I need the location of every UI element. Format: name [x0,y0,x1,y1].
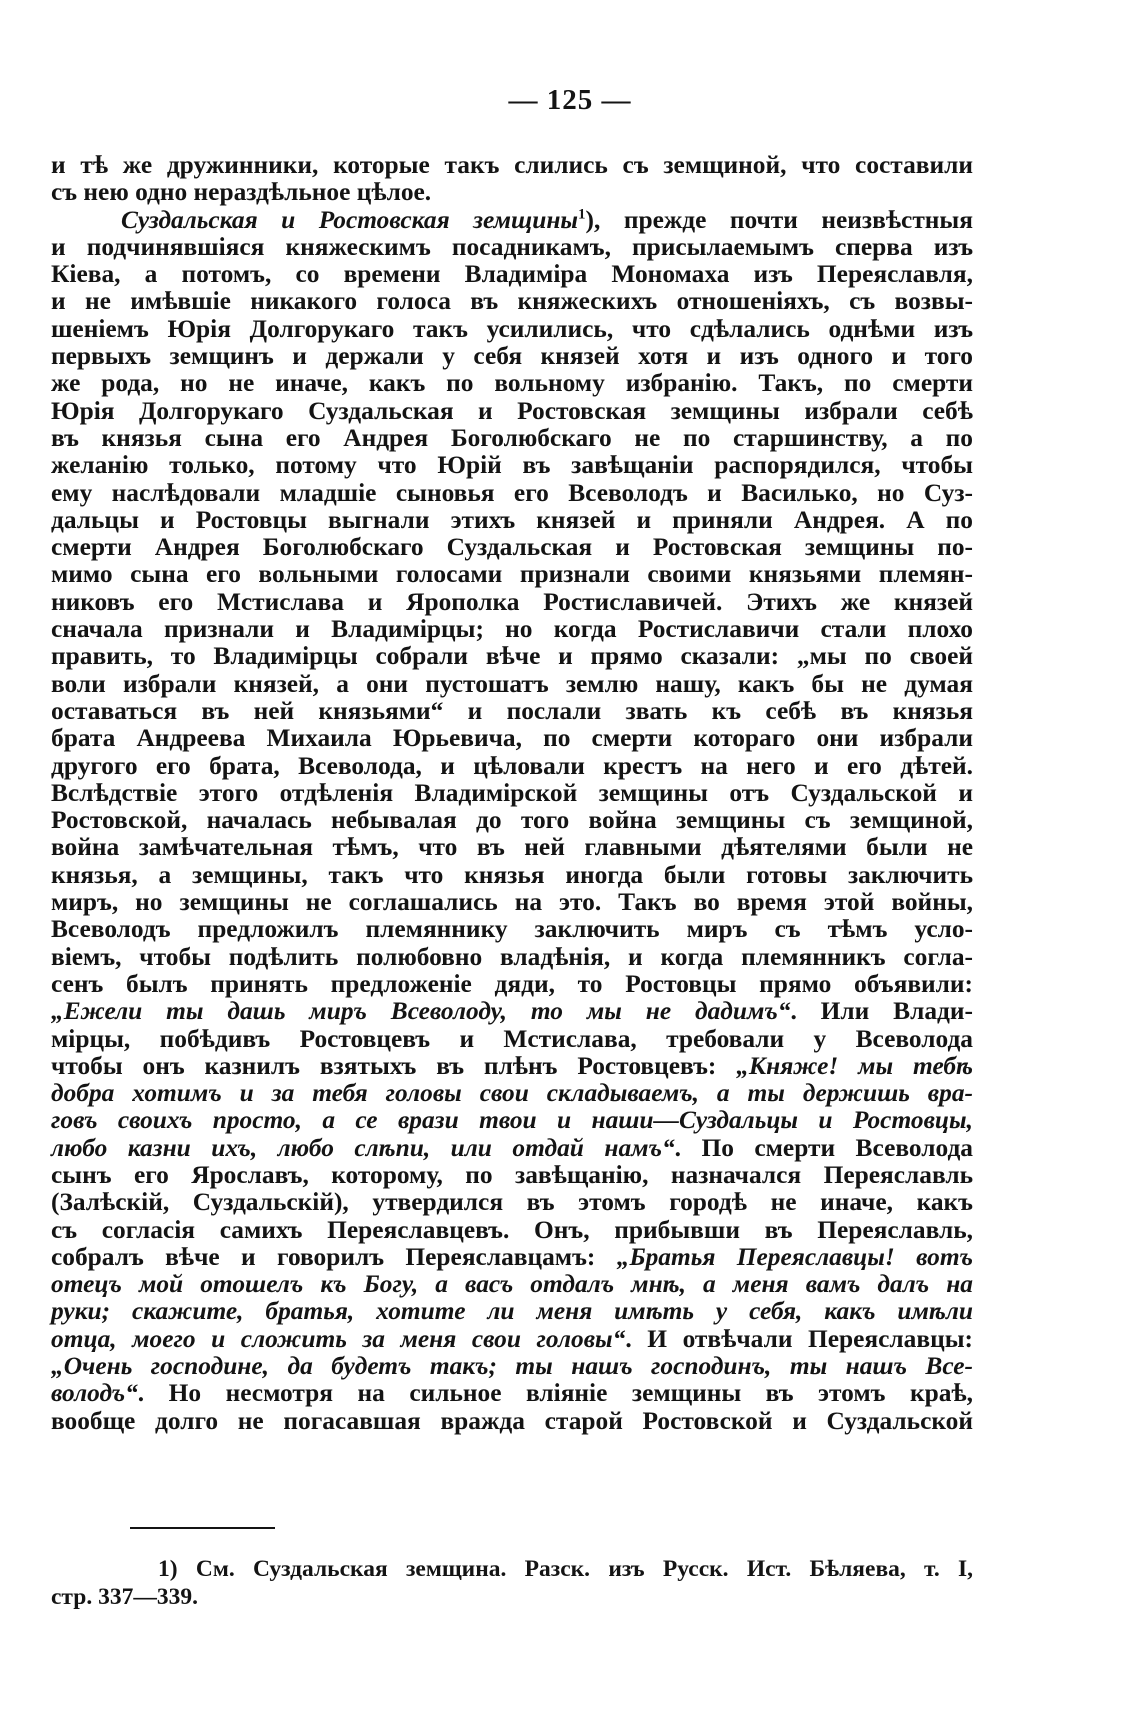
text-run: и не имѣвшіе никакого голоса въ княжескихъ отношеніяхъ, съ возвы- [51,287,973,316]
text-run: война замѣчательная тѣмъ, что въ ней главными дѣятелями были не [51,833,973,862]
italic-text: отецъ мой отошелъ къ Богу, а васъ отдалъ мнѣ, а меня вамъ далъ на [51,1270,973,1299]
italic-text: Суздальская и Ростовская земщины [121,205,579,234]
italic-text: володъ“ [51,1379,138,1408]
text-run: Кіева, а потомъ, со времени Владиміра Мономаха изъ Переяславля, [51,260,973,289]
text-run: смерти Андрея Боголюбскаго Суздальская и Ростовская земщины по- [51,533,973,562]
text-line [51,425,973,452]
text-run: оставаться въ ней князьями“ и послали звать къ себѣ въ князья [51,696,973,725]
italic-text: „Княже! мы тебѣ [736,1051,973,1080]
text-line [51,1189,973,1216]
text-line [51,889,973,916]
footnotes [51,1556,973,1611]
text-run: . По смерти Всеволода [674,1133,973,1162]
text-run: брата Андреева Михаила Юрьевича, по смерти котораго они избрали [51,724,973,753]
text-line [51,534,973,561]
text-line [51,589,973,616]
footnote-line: стр. 337—339. [51,1583,198,1610]
text-line [51,944,973,971]
text-line [51,288,973,315]
italic-text: „Братья Переяславцы! вотъ [616,1242,974,1271]
text-run: шеніемъ Юрія Долгорукаго такъ усилились, что сдѣлались однѣми изъ [51,314,973,343]
text-line [51,1080,973,1107]
text-run: и подчинявшіяся княжескимъ посадникамъ, присылаемымъ сперва изъ [51,232,973,261]
text-line [51,671,973,698]
footnote-marker: 1 [578,206,586,223]
text-run: и тѣ же дружинники, которые такъ слились съ земщиной, что составили [51,151,973,179]
footnote-line: 1) См. Суздальская земщина. Разск. изъ Русск. Ист. Бѣляева, т. I, [158,1556,973,1582]
text-line [51,343,973,370]
text-run: Юрія Долгорукаго Суздальская и Ростовская земщины избрали себѣ [51,396,973,425]
text-line [51,207,973,234]
text-line [51,179,973,206]
text-run: воли избрали князей, а они пустошатъ землю нашу, какъ бы не думая [51,669,973,698]
text-line [51,1053,973,1080]
text-line [51,1026,973,1053]
text-line [51,261,973,288]
text-run: сынъ его Ярославъ, которому, по завѣщанію, назначался Переяславль [51,1160,973,1189]
text-run: Всеволодъ предложилъ племяннику заключить миръ съ тѣмъ усло- [51,915,973,944]
text-line [51,1408,973,1435]
text-run: (Залѣскій, Суздальскій), утвердился въ этомъ городѣ не иначе, какъ [51,1188,973,1217]
text-line [51,725,973,752]
page-number: — 125 — [508,84,632,116]
text-run: Вслѣдствіе этого отдѣленія Владимірской земщины отъ Суздальской и [51,778,973,807]
text-run: віемъ, чтобы подѣлить полюбовно владѣнія, и когда племянникъ согла- [51,942,973,971]
text-line [51,370,973,397]
text-line [51,1217,973,1244]
text-run: же рода, но не иначе, какъ по вольному избранію. Такъ, по смерти [51,369,973,398]
text-run: никовъ его Мстислава и Ярополка Ростиславичей. Этихъ же князей [51,587,973,616]
text-run: . Или Влади- [790,997,973,1026]
text-line [51,807,973,834]
text-line [51,152,973,179]
text-line [51,1353,973,1380]
text-run: сначала признали и Владимірцы; но когда Ростиславичи стали плохо [51,615,973,644]
text-run: князья, а земщины, такъ что князья иногда были готовы заключить [51,860,973,889]
italic-text: добра хотимъ и за тебя головы свои складываемъ, а ты держишь вра- [51,1079,973,1108]
italic-text: „Ежели ты дашь миръ Всеволоду, то мы не дадимъ“ [51,997,791,1026]
text-line [51,480,973,507]
text-run: . Но несмотря на сильное вліяніе земщины въ этомъ краѣ, [137,1379,973,1408]
text-run: первыхъ земщинъ и держали у себя князей хотя и изъ одного и того [51,342,973,371]
text-line [51,1162,973,1189]
text-run: миръ, но земщины не соглашались на это. Такъ во время этой войны, [51,888,973,917]
text-line [51,698,973,725]
text-line [51,316,973,343]
text-line [51,1326,973,1353]
text-run: ), прежде почти неизвѣстныя [585,205,973,234]
text-run: ему наслѣдовали младшіе сыновья его Всеволодъ и Василько, но Суз- [51,478,973,507]
italic-text: руки; скажите, братья, хотите ли меня имѣть у себя, какъ имѣли [51,1297,973,1326]
text-run: собралъ вѣче и говорилъ Переяславцамъ: [51,1242,617,1271]
text-line [51,643,973,670]
text-run: съ нею одно нераздѣльное цѣлое. [51,178,432,207]
footnote-divider [130,1527,275,1529]
text-run: съ согласія самихъ Переяславцевъ. Онъ, прибывши въ Переяславль, [51,1215,973,1244]
italic-text: любо казни ихъ, любо слѣпи, или отдай намъ“ [51,1133,675,1162]
body-text [51,152,973,1435]
text-line [51,1271,973,1298]
italic-text: отца, моего и сложить за меня свои головы“ [51,1324,626,1353]
text-line [51,234,973,261]
text-line [51,971,973,998]
text-run: дальцы и Ростовцы выгнали этихъ князей и приняли Андрея. А по [51,505,973,534]
text-line [51,1298,973,1325]
text-run: править, то Владимірцы собрали вѣче и прямо сказали: „мы по своей [51,642,973,671]
text-line [51,1107,973,1134]
text-line [51,561,973,588]
text-run: чтобы онъ казнилъ взятыхъ въ плѣнъ Ростовцевъ: [51,1051,737,1080]
text-run: сенъ былъ принять предложеніе дяди, то Ростовцы прямо объявили: [51,969,973,998]
text-run: другого его брата, Всеволода, и цѣловали крестъ на него и его дѣтей. [51,751,973,780]
text-run: вообще долго не погасавшая вражда старой Ростовской и Суздальской [51,1406,973,1435]
text-line [51,398,973,425]
text-line [51,862,973,889]
text-line [51,1244,973,1271]
text-line [51,834,973,861]
text-line [51,507,973,534]
text-run: . И отвѣчали Переяславцы: [625,1324,973,1353]
text-line [51,998,973,1025]
text-run: мірцы, побѣдивъ Ростовцевъ и Мстислава, требовали у Всеволода [51,1024,973,1053]
text-line [51,1380,973,1407]
text-line [51,916,973,943]
italic-text: говъ своихъ просто, а се врази твои и наши—Суздальцы и Ростовцы, [51,1106,973,1135]
italic-text: „Очень господине, да будетъ такъ; ты нашъ господинъ, ты нашъ Все- [51,1352,973,1381]
text-line [51,780,973,807]
text-run: въ князья сына его Андрея Боголюбскаго не по старшинству, а по [51,423,973,452]
text-line [51,1135,973,1162]
text-run: мимо сына его вольными голосами признали своими князьями племян- [51,560,973,589]
text-line [51,616,973,643]
text-run: Ростовской, началась небывалая до того война земщины съ земщиной, [51,806,973,835]
text-line [51,452,973,479]
text-run: желанію только, потому что Юрій въ завѣщаніи распорядился, чтобы [51,451,973,480]
text-line [51,753,973,780]
